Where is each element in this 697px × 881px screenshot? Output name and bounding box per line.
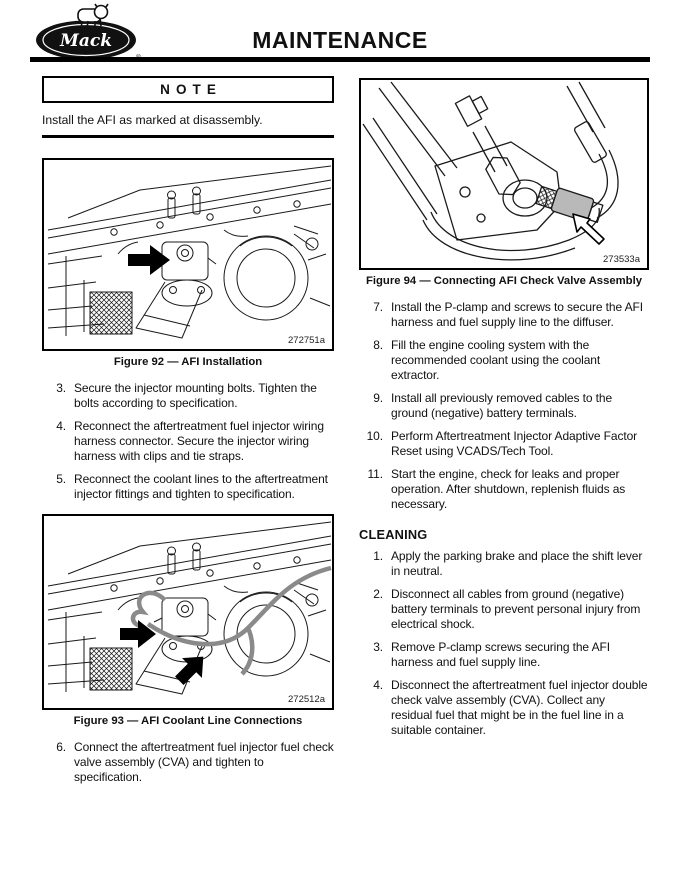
step-text: Install the P-clamp and screws to secure the AFI harness and fuel supply line to the diffuser. bbox=[391, 300, 643, 329]
step-text: Disconnect the aftertreatment fuel injector double check valve assembly (CVA). Collect any residual fuel that might be in the fuel line in a suitable container. bbox=[391, 678, 648, 737]
step-number: 6. bbox=[56, 740, 66, 754]
step-text: Install all previously removed cables to the ground (negative) battery terminals. bbox=[391, 391, 613, 420]
step-text: Fill the engine cooling system with the recommended coolant using the coolant extractor. bbox=[391, 338, 601, 382]
step-text: Apply the parking brake and place the shift lever in neutral. bbox=[391, 549, 643, 578]
step-text: Disconnect all cables from ground (negative) battery terminals to prevent personal injury from electrical shock. bbox=[391, 587, 641, 631]
cleaning-heading: CLEANING bbox=[359, 527, 428, 542]
step-number: 2. bbox=[373, 587, 383, 601]
step-text: Start the engine, check for leaks and proper operation. After shutdown, replenish fluids as necessary. bbox=[391, 467, 626, 511]
cleaning-steps bbox=[359, 549, 649, 738]
step-number: 10. bbox=[366, 429, 383, 443]
callout-arrow-icon bbox=[128, 245, 170, 275]
note-divider bbox=[42, 135, 334, 138]
logo-wordmark: Mack bbox=[60, 31, 112, 51]
figure-92-caption: Figure 92 — AFI Installation bbox=[113, 356, 263, 368]
step-item bbox=[359, 338, 649, 383]
step-item bbox=[359, 549, 649, 579]
step-item bbox=[42, 472, 334, 502]
figure-92-id: 272751a bbox=[288, 335, 325, 346]
step-number: 11. bbox=[367, 467, 383, 481]
note-text: Install the AFI as marked at disassembly. bbox=[42, 113, 263, 127]
step-text: Reconnect the aftertreatment fuel injector wiring harness connector. Secure the injector wiring harness with clips and tie straps. bbox=[74, 419, 324, 463]
step-item bbox=[42, 740, 334, 785]
right-column bbox=[359, 78, 649, 738]
step-text: Remove P-clamp screws securing the AFI harness and fuel supply line. bbox=[391, 640, 610, 669]
step-item bbox=[359, 587, 649, 632]
step-number: 7. bbox=[373, 300, 383, 314]
figure-94-id: 273533a bbox=[603, 254, 640, 265]
figure-94-image bbox=[359, 78, 649, 270]
step-number: 4. bbox=[56, 419, 66, 433]
step-number: 8. bbox=[373, 338, 383, 352]
page-title: MAINTENANCE bbox=[252, 27, 428, 53]
step-item bbox=[359, 467, 649, 512]
step-item bbox=[359, 429, 649, 459]
step-text: Connect the aftertreatment fuel injector fuel check valve assembly (CVA) and tighten to specification. bbox=[74, 740, 334, 784]
callout-arrow-icon bbox=[169, 647, 213, 691]
step-number: 4. bbox=[373, 678, 383, 692]
step-item bbox=[42, 381, 334, 411]
step-item bbox=[359, 640, 649, 670]
step-text: Secure the injector mounting bolts. Tighten the bolts according to specification. bbox=[74, 381, 317, 410]
step-number: 9. bbox=[373, 391, 383, 405]
left-column bbox=[42, 76, 334, 785]
step-item bbox=[359, 391, 649, 421]
install-steps-7-11 bbox=[359, 300, 649, 512]
step-item bbox=[42, 419, 334, 464]
figure-93-id: 272512a bbox=[288, 694, 325, 705]
step-number: 1. bbox=[373, 549, 383, 563]
note-box: NOTE bbox=[42, 76, 334, 103]
figure-92-image bbox=[42, 158, 334, 351]
step-number: 3. bbox=[56, 381, 66, 395]
step-number: 5. bbox=[56, 472, 66, 486]
step-text: Perform Aftertreatment Injector Adaptive Factor Reset using VCADS/Tech Tool. bbox=[391, 429, 638, 458]
step-item bbox=[359, 678, 649, 738]
header-rule bbox=[30, 57, 650, 62]
step-text: Reconnect the coolant lines to the aftertreatment injector fittings and tighten to specification. bbox=[74, 472, 328, 501]
install-steps-3-5 bbox=[42, 381, 334, 502]
figure-93-caption: Figure 93 — AFI Coolant Line Connections bbox=[73, 715, 303, 727]
figure-93-image bbox=[42, 514, 334, 710]
figure-94-caption: Figure 94 — Connecting AFI Check Valve Assembly bbox=[365, 275, 643, 287]
step-item bbox=[359, 300, 649, 330]
step-number: 3. bbox=[373, 640, 383, 654]
install-step-6 bbox=[42, 740, 334, 785]
callout-arrow-outline-icon bbox=[573, 214, 604, 244]
